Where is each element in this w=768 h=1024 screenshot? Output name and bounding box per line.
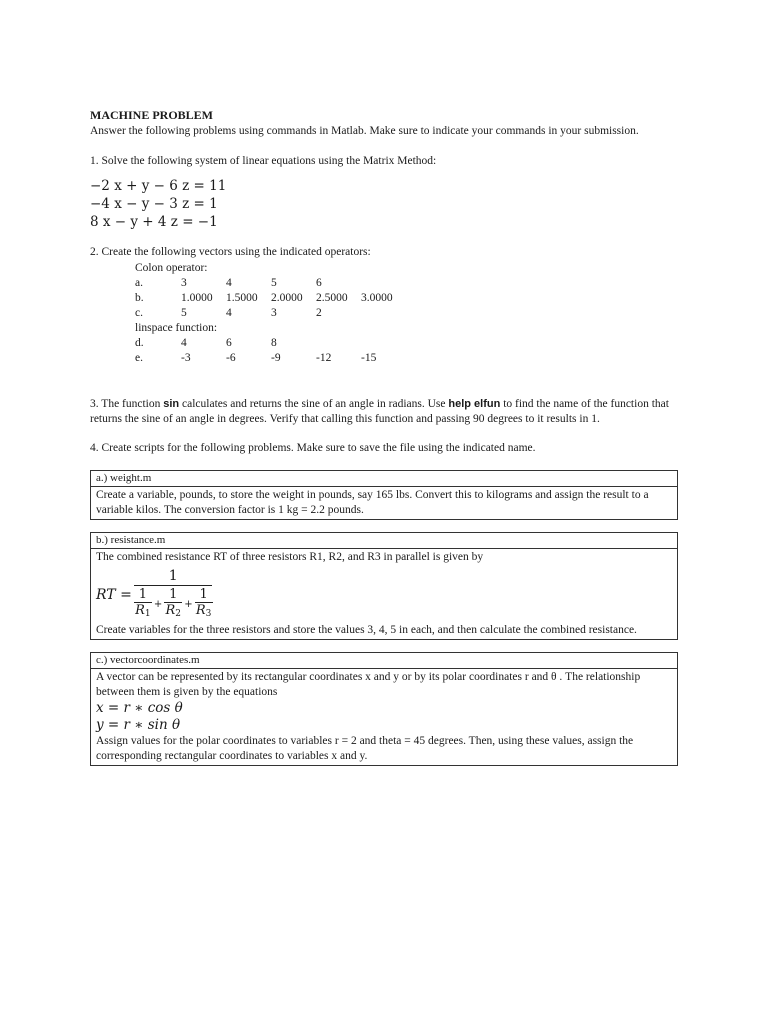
help-elfun-command: help elfun (448, 398, 501, 410)
script-box-vectorcoordinates (90, 652, 678, 766)
plus-sign: + (184, 599, 193, 610)
vector-value: 2 (316, 307, 322, 319)
resistor-index: 2 (175, 609, 181, 619)
plus-sign: + (153, 599, 163, 610)
script-box-resistance (90, 532, 678, 640)
resistor-symbol: R (165, 603, 176, 618)
resistor-symbol: R (195, 603, 206, 618)
document-page (90, 108, 678, 766)
q3-text-part: 3. The function (90, 398, 164, 410)
sub-numerator: 1 (138, 587, 147, 602)
vector-value: 3 (181, 277, 187, 289)
script-box-body (91, 549, 677, 639)
row-label: c. (135, 307, 143, 319)
equation-1: −2 x + y − 6 z = 11 (90, 178, 227, 194)
sub-fraction (195, 587, 213, 622)
fraction-denominator (134, 587, 213, 622)
vector-value: 4 (226, 307, 232, 319)
vector-value: 2.0000 (271, 292, 303, 304)
script-box-weight (90, 470, 678, 520)
sin-command: sin (163, 398, 180, 410)
vector-list (135, 261, 678, 366)
script-box-body (91, 487, 677, 519)
question-4-text: 4. Create scripts for the following problems. Make sure to save the file using the indicated name. (90, 442, 536, 454)
main-fraction (134, 568, 213, 622)
vector-value: -6 (226, 352, 236, 364)
q3-text-part: to find the name of the function that returns the sine of an angle in degrees. Verify that calling this function and passing 90 degrees to it results in 1. (90, 398, 669, 425)
fraction-bar (134, 585, 212, 586)
script-box-text: Create a variable, pounds, to store the weight in pounds, say 165 lbs. Convert this to kilograms and assign the result to a variable kilos. The conversion factor is 1 kg = 2.2 pounds. (96, 489, 649, 516)
fraction-numerator: 1 (168, 568, 178, 584)
vector-value: 2.5000 (316, 292, 348, 304)
script-box-text: Assign values for the polar coordinates to variables r = 2 and theta = 45 degrees. Then, using these values, assign the corresponding rectangular coordinates to variables x and y. (96, 735, 634, 762)
vector-value: 1.5000 (226, 292, 258, 304)
vector-value: -15 (361, 352, 377, 364)
question-1-text: 1. Solve the following system of linear equations using the Matrix Method: (90, 155, 437, 167)
colon-operator-label: Colon operator: (135, 262, 208, 274)
row-label: a. (135, 277, 143, 289)
vector-row (135, 291, 678, 306)
equation-x: x = r ∗ cos θ (96, 700, 183, 716)
vector-value: 3 (271, 307, 277, 319)
script-box-text: A vector can be represented by its rectangular coordinates x and y or by its polar coordinates r and θ . The relationship between them is given by the equations (96, 671, 641, 698)
vector-value: 6 (316, 277, 322, 289)
question-1 (90, 154, 678, 231)
sub-numerator: 1 (199, 587, 208, 602)
vector-row (135, 351, 678, 366)
vector-value: 4 (226, 277, 232, 289)
vector-value: 5 (181, 307, 187, 319)
vector-value: 5 (271, 277, 277, 289)
row-label: b. (135, 292, 144, 304)
vector-value: 3.0000 (361, 292, 393, 304)
vector-value: 8 (271, 337, 277, 349)
vector-value: -12 (316, 352, 332, 364)
resistor-index: 1 (144, 609, 151, 619)
vector-value: 1.0000 (181, 292, 213, 304)
equation-3: 8 x − y + 4 z = −1 (90, 214, 218, 230)
resistance-formula (96, 567, 672, 623)
vector-row (135, 336, 678, 351)
q3-text-part: calculates and returns the sine of an angle in radians. Use (179, 398, 449, 410)
sub-fraction (164, 587, 182, 622)
vector-row (135, 306, 678, 321)
script-box-body (91, 669, 677, 765)
page-title: MACHINE PROBLEM (90, 108, 213, 122)
vector-value: -3 (181, 352, 191, 364)
sub-denominator (165, 603, 181, 622)
vector-value: 6 (226, 337, 232, 349)
equation-system (90, 177, 678, 231)
script-box-text: Create variables for the three resistors and store the values 3, 4, 5 in each, and then calculate the combined resistance. (96, 624, 637, 636)
script-box-title: a.) weight.m (91, 471, 677, 487)
question-3 (90, 397, 678, 427)
sub-numerator: 1 (169, 587, 178, 602)
row-label: d. (135, 337, 144, 349)
resistor-index: 3 (205, 609, 212, 619)
script-box-text: The combined resistance RT of three resistors R1, R2, and R3 in parallel is given by (96, 551, 484, 563)
sub-denominator (135, 603, 151, 622)
question-4 (90, 441, 678, 456)
vector-value: -9 (271, 352, 281, 364)
sub-fraction (134, 587, 152, 622)
intro-paragraph: Answer the following problems using commands in Matlab. Make sure to indicate your commands in your submission. (90, 125, 639, 137)
vector-row (135, 276, 678, 291)
script-box-title: c.) vectorcoordinates.m (91, 653, 677, 669)
question-2 (90, 245, 678, 366)
equation-2: −4 x − y − 3 z = 1 (90, 196, 218, 212)
equation-y: y = r ∗ sin θ (96, 717, 181, 733)
question-2-text: 2. Create the following vectors using the indicated operators: (90, 246, 371, 258)
sub-denominator (196, 603, 212, 622)
resistor-symbol: R (135, 603, 145, 618)
row-label: e. (135, 352, 143, 364)
vector-value: 4 (181, 337, 187, 349)
question-3-text (90, 397, 678, 427)
script-box-title: b.) resistance.m (91, 533, 677, 549)
linspace-function-label: linspace function: (135, 322, 218, 334)
formula-lhs: RT = (96, 586, 132, 603)
